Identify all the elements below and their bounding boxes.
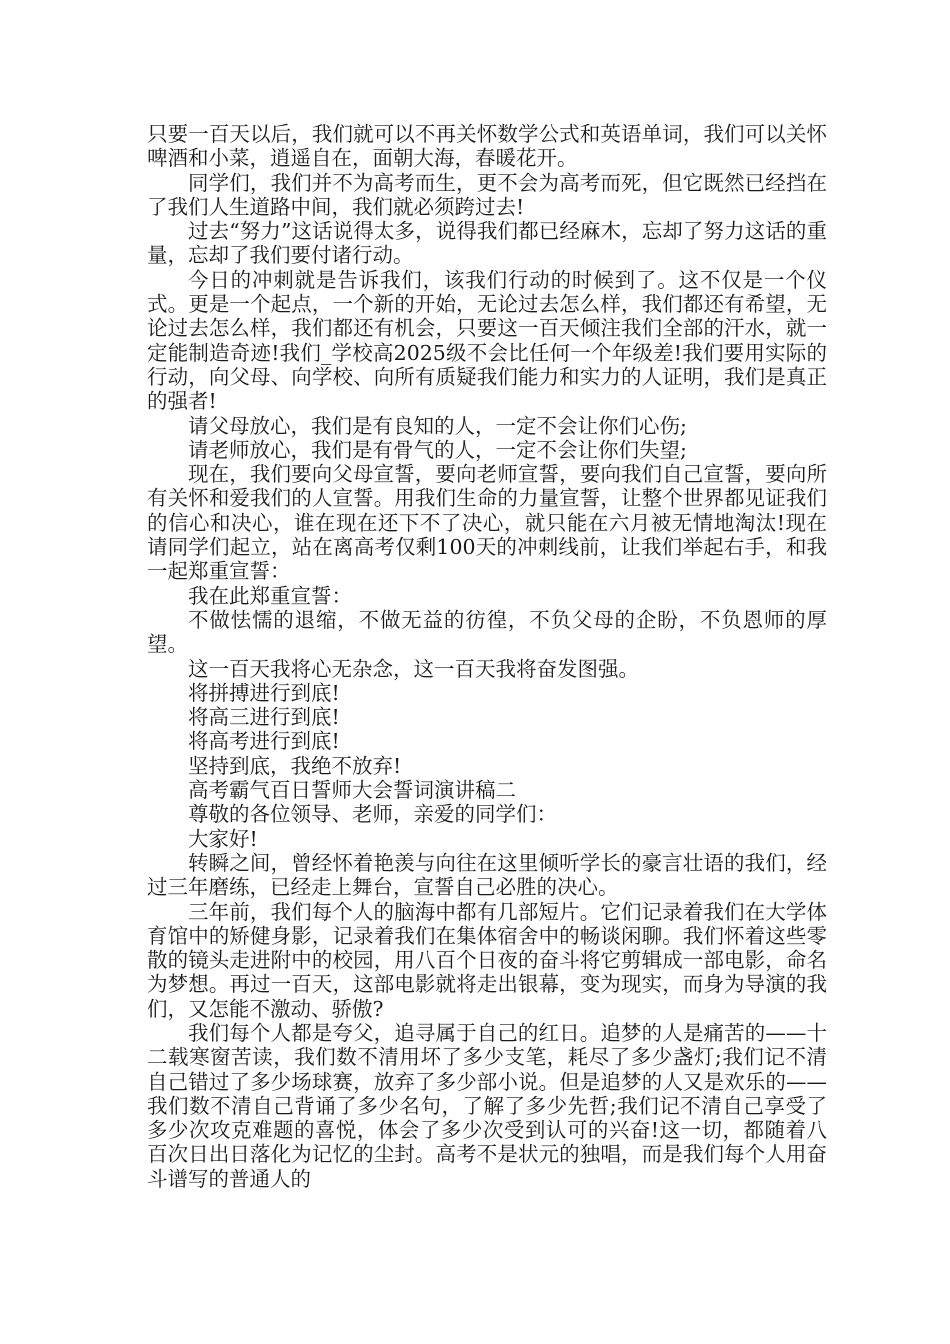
paragraph: 我们每个人都是夸父，追寻属于自己的红日。追梦的人是痛苦的——十二载寒窗苦读，我们数不清用坏了多少支笔，耗尽了多少盏灯;我们记不清自己错过了多少场球赛，放弃了多少部小说。但是追梦的人又是欢乐的——我们数不清自己背诵了多少名句，了解了多少先哲;我们记不清自己享受了多少次攻克难题的喜悦，体会了多少次受到认可的兴奋!这一切，都随着八百次日出日落化为记忆的尘封。高考不是状元的独唱，而是我们每个人用奋斗谱写的普通人的 xyxy=(147,1020,827,1191)
paragraph: 过去“努力”这话说得太多，说得我们都已经麻木，忘却了努力这话的重量，忘却了我们要付诸行动。 xyxy=(147,219,827,268)
paragraph: 只要一百天以后，我们就可以不再关怀数学公式和英语单词，我们可以关怀啤酒和小菜，逍遥自在，面朝大海，春暖花开。 xyxy=(147,122,827,171)
paragraph: 不做怯懦的退缩，不做无益的彷徨，不负父母的企盼，不负恩师的厚望。 xyxy=(147,607,827,657)
paragraph: 将拼搏进行到底! xyxy=(188,680,340,705)
greeting: 大家好! xyxy=(188,826,258,851)
paragraph: 同学们，我们并不为高考而生，更不会为高考而死，但它既然已经挡在了我们人生道路中间，我们就必须跨过去! xyxy=(147,170,827,219)
paragraph: 请老师放心，我们是有骨气的人，一定不会让你们失望; xyxy=(188,437,687,462)
paragraph: 现在，我们要向父母宣誓，要向老师宣誓，要向我们自己宣誓，要向所有关怀和爱我们的人宣誓。用我们生命的力量宣誓，让整个世界都见证我们的信心和决心，谁在现在还下不了决心，就只能在六月被无情地淘汰!现在请同学们起立，站在离高考仅剩100天的冲刺线前，让我们举起右手，和我一起郑重宣誓： xyxy=(147,462,827,584)
salutation: 尊敬的各位领导、老师，亲爱的同学们： xyxy=(188,802,557,827)
paragraph: 这一百天我将心无杂念，这一百天我将奋发图强。 xyxy=(188,656,639,681)
paragraph: 转瞬之间，曾经怀着艳羡与向往在这里倾听学长的豪言壮语的我们，经过三年磨练，已经走上舞台，宣誓自己必胜的决心。 xyxy=(147,850,827,900)
paragraph: 坚持到底，我绝不放弃! xyxy=(188,753,402,778)
paragraph: 今日的冲刺就是告诉我们，该我们行动的时候到了。这不仅是一个仪式。更是一个起点，一个新的开始，无论过去怎么样，我们都还有希望，无论过去怎么样，我们都还有机会，只要这一百天倾注我们全部的汗水，就一定能制造奇迹!我们_学校高2025级不会比任何一个年级差!我们要用实际的行动，向父母、向学校、向所有质疑我们能力和实力的人证明，我们是真正的强者! xyxy=(147,267,827,414)
paragraph: 将高考进行到底! xyxy=(188,729,340,754)
paragraph: 将高三进行到底! xyxy=(188,705,340,730)
section-title: 高考霸气百日誓师大会誓词演讲稿二 xyxy=(188,778,516,803)
paragraph: 我在此郑重宣誓： xyxy=(188,583,352,608)
paragraph: 请父母放心，我们是有良知的人，一定不会让你们心伤; xyxy=(188,413,687,438)
document-body xyxy=(147,122,827,1191)
paragraph: 三年前，我们每个人的脑海中都有几部短片。它们记录着我们在大学体育馆中的矫健身影，记录着我们在集体宿舍中的畅谈闲聊。我们怀着这些零散的镜头走进附中的校园，用八百个日夜的奋斗将它剪辑成一部电影，命名为梦想。再过一百天，这部电影就将走出银幕，变为现实，而身为导演的我们，又怎能不激动、骄傲? xyxy=(147,899,827,1021)
